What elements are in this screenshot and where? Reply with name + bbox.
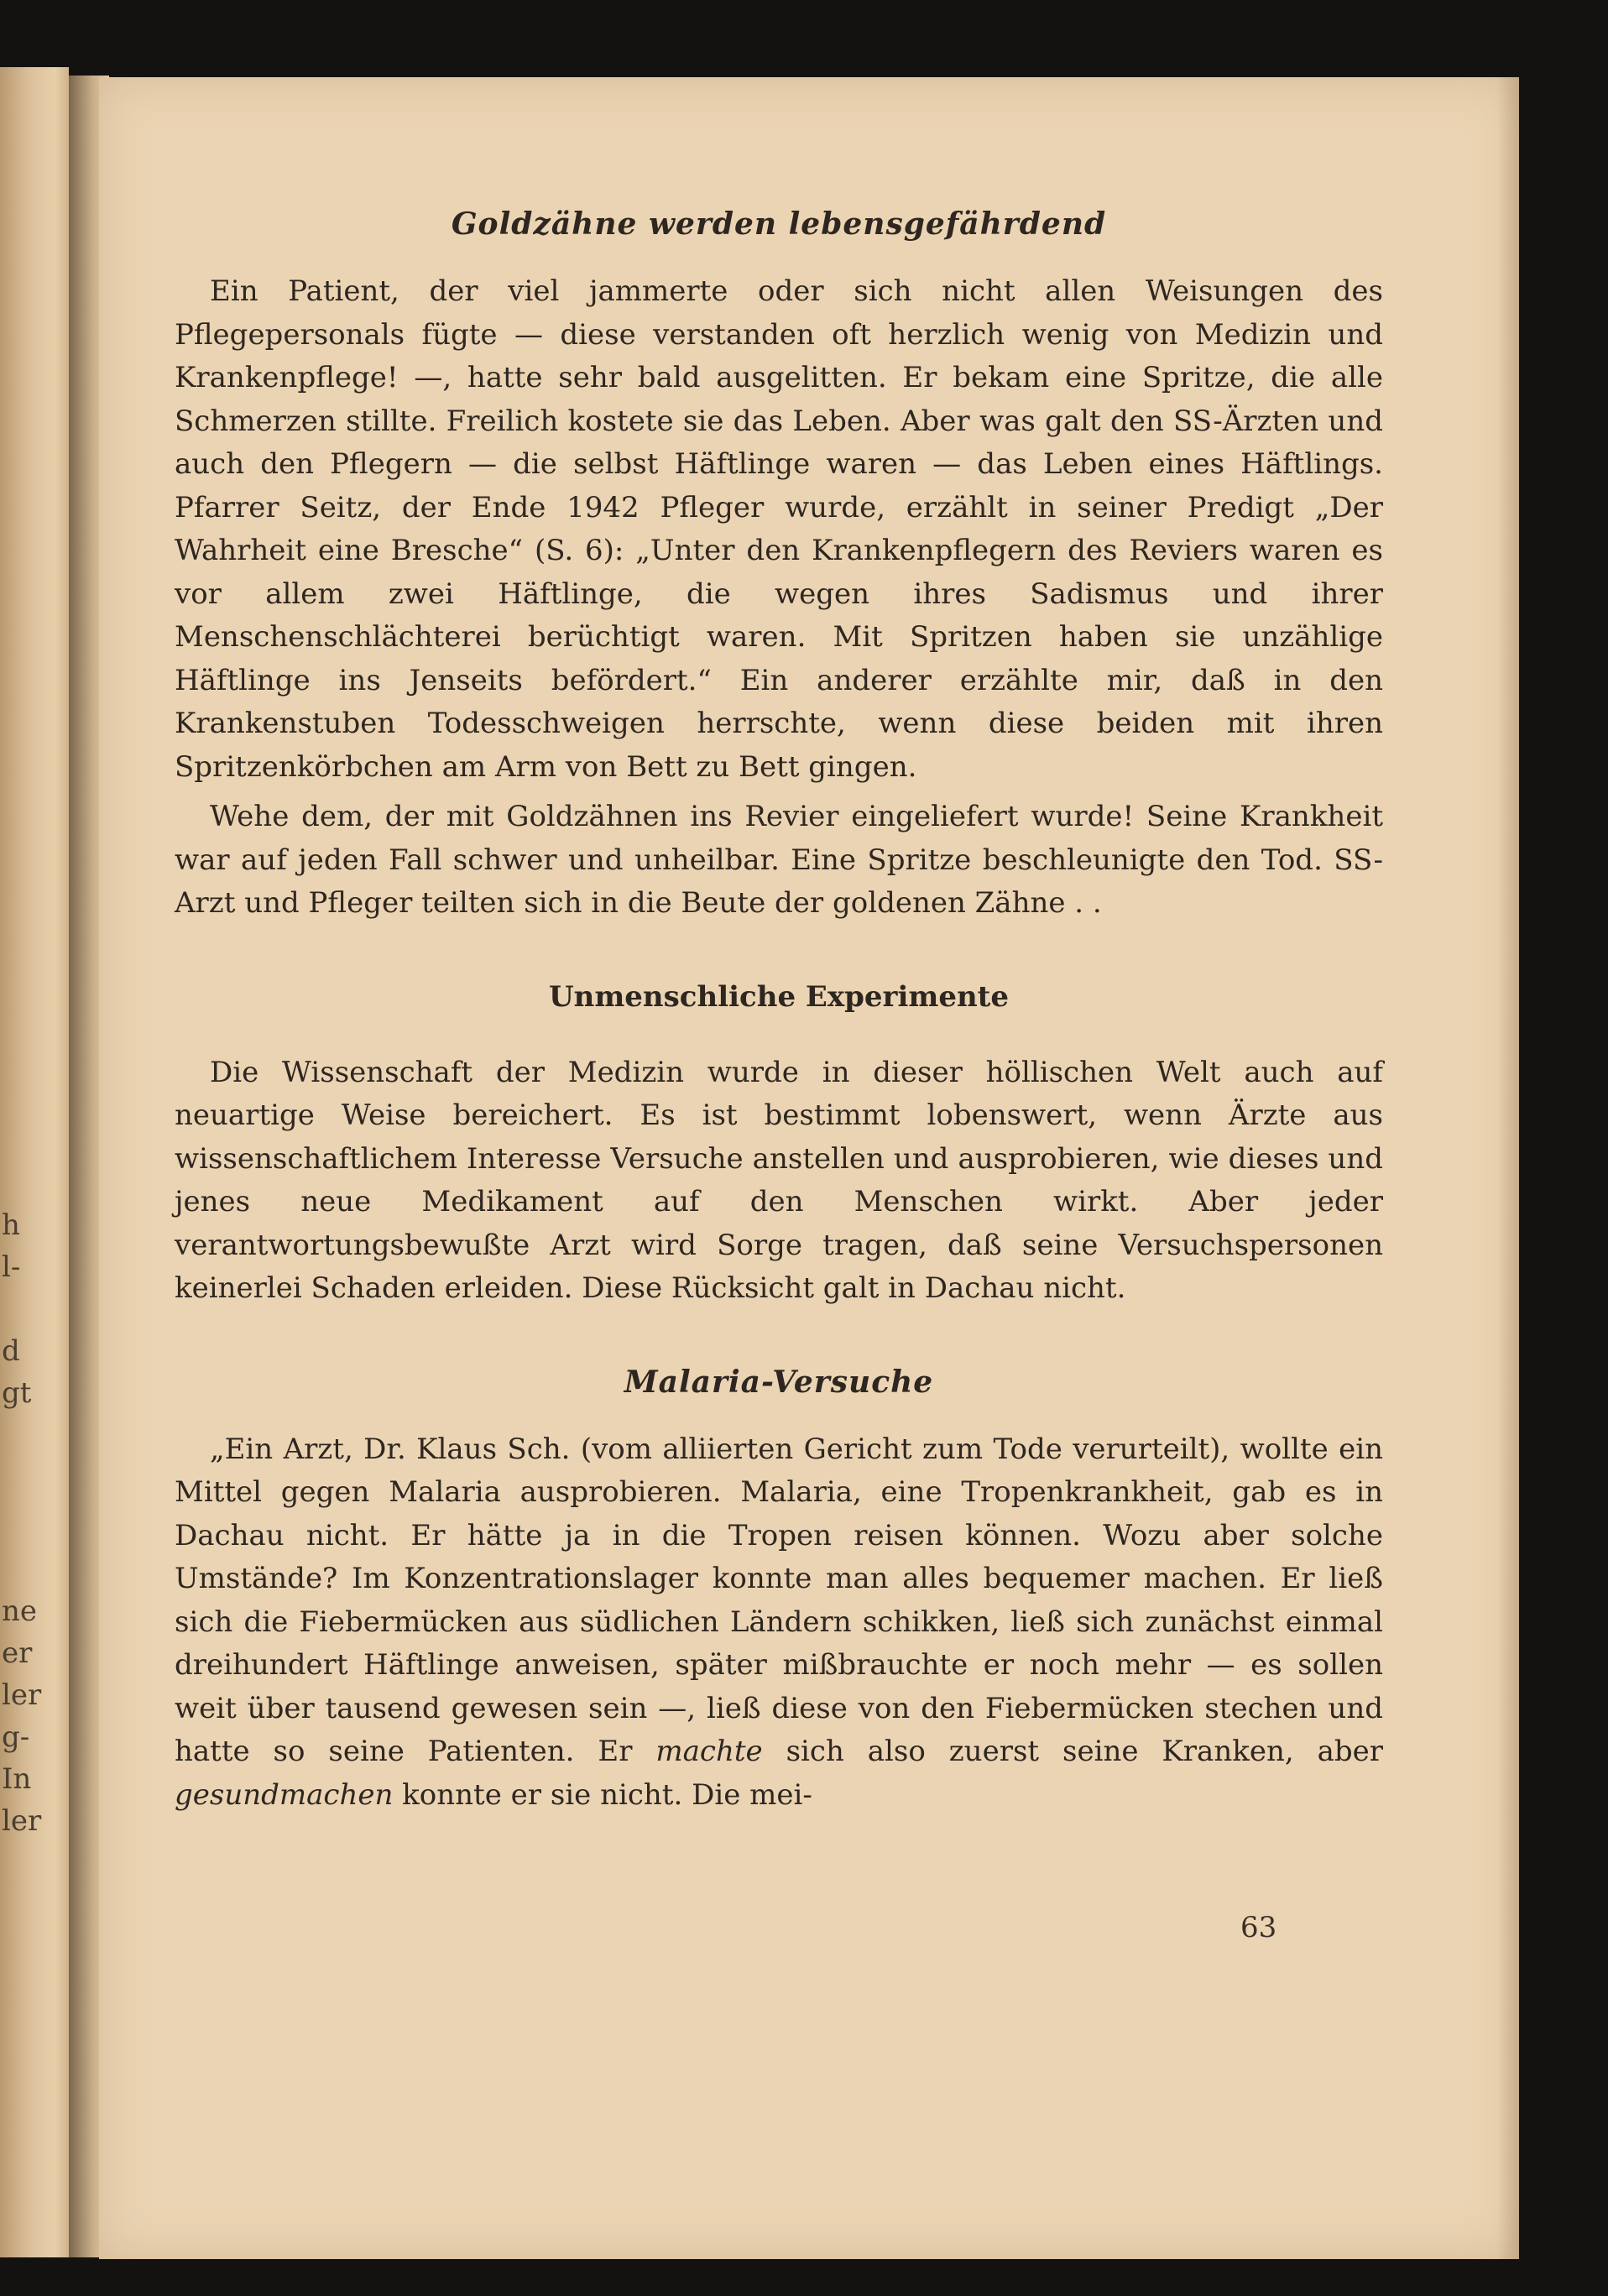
page-number: 63: [1240, 1911, 1277, 1944]
section-heading-experimente: Unmenschliche Experimente: [548, 979, 1010, 1014]
facing-page-fragment: er: [2, 1636, 33, 1670]
text-run: „Ein Arzt, Dr. Klaus Sch. (vom alliierten Gericht zum Tode verurteilt), wollte ein Mittel gegen Malaria ausprobieren. Malaria, eine Tropenkrankheit, gab es in Dachau nicht. Er hätte ja in die Tropen reisen können. Wozu aber solche Umstände? Im Konzentrationslager konnte man alles bequemer machen. Er ließ sich die Fiebermücken aus südlichen Ländern schikken, ließ sich zunächst einmal dreihundert Häftlinge anweisen, später mißbrauchte er noch mehr — es sollen weit über tausend gewesen sein —, ließ diese von den Fiebermücken stechen und hatte so seine Patienten. Er: [175, 1432, 1383, 1768]
facing-page-fragment: ler: [2, 1678, 42, 1712]
facing-page-fragment: g-: [2, 1720, 30, 1754]
page-content: [175, 203, 1383, 1817]
facing-page-fragment: d: [2, 1334, 20, 1368]
text-run: sich also zuerst seine Kranken, aber: [762, 1735, 1383, 1768]
facing-page-fragment: l-: [2, 1250, 21, 1284]
emphasis-text: gesundmachen: [175, 1777, 394, 1812]
book-page: [99, 77, 1519, 2259]
paragraph: [175, 1428, 1383, 1818]
facing-page-edge: [0, 67, 69, 2257]
section-heading-malaria: Malaria-Versuche: [624, 1364, 934, 1400]
paragraph: Die Wissenschaft der Medizin wurde in dieser höllischen Welt auch auf neuartige Weise bereichert. Es ist bestimmt lobenswert, wenn Ärzte aus wissenschaftlichem Interesse Versuche anstellen und ausprobieren, wie dieses und jenes neue Medikament auf den Menschen wirkt. Aber jeder verantwortungsbewußte Arzt wird Sorge tragen, daß seine Versuchspersonen keinerlei Schaden erleiden. Diese Rücksicht galt in Dachau nicht.: [175, 1055, 1383, 1305]
paragraph: Ein Patient, der viel jammerte oder sich nicht allen Weisungen des Pflegepersonals fügte — diese verstanden oft herzlich wenig von Medizin und Krankenpflege! —, hatte sehr bald ausgelitten. Er bekam eine Spritze, die alle Schmerzen stillte. Freilich kostete sie das Leben. Aber was galt den SS-Ärzten und auch den Pflegern — die selbst Häftlinge waren — das Leben eines Häftlings. Pfarrer Seitz, der Ende 1942 Pfleger wurde, erzählt in seiner Predigt „Der Wahrheit eine Bresche“ (S. 6): „Unter den Krankenpflegern des Reviers waren es vor allem zwei Häftlinge, die wegen ihres Sadismus und ihrer Menschenschlächterei berüchtigt waren. Mit Spritzen haben sie unzählige Häftlinge ins Jenseits befördert.“ Ein anderer erzählte mir, daß in den Krankenstuben Todesschweigen herrschte, wenn diese beiden mit ihren Spritzenkörbchen am Arm von Bett zu Bett gingen.: [175, 274, 1383, 784]
facing-page-fragment: h: [2, 1208, 20, 1242]
facing-page-fragment: ler: [2, 1804, 42, 1838]
text-run: konnte er sie nicht. Die mei-: [393, 1777, 812, 1812]
page-edge-shadow: [1497, 77, 1519, 2259]
facing-page-fragment: In: [2, 1762, 32, 1796]
paragraph: Wehe dem, der mit Goldzähnen ins Revier eingeliefert wurde! Seine Krankheit war auf jeden Fall schwer und unheilbar. Eine Spritze beschleunigte den Tod. SS-Arzt und Pfleger teilten sich in die Beute der goldenen Zähne . .: [175, 800, 1383, 920]
section-heading-goldzaehne: Goldzähne werden lebensgefährdend: [451, 206, 1107, 242]
facing-page-fragment: ne: [2, 1594, 38, 1628]
facing-page-fragment: gt: [2, 1376, 32, 1410]
emphasis-text: machte: [655, 1735, 763, 1768]
